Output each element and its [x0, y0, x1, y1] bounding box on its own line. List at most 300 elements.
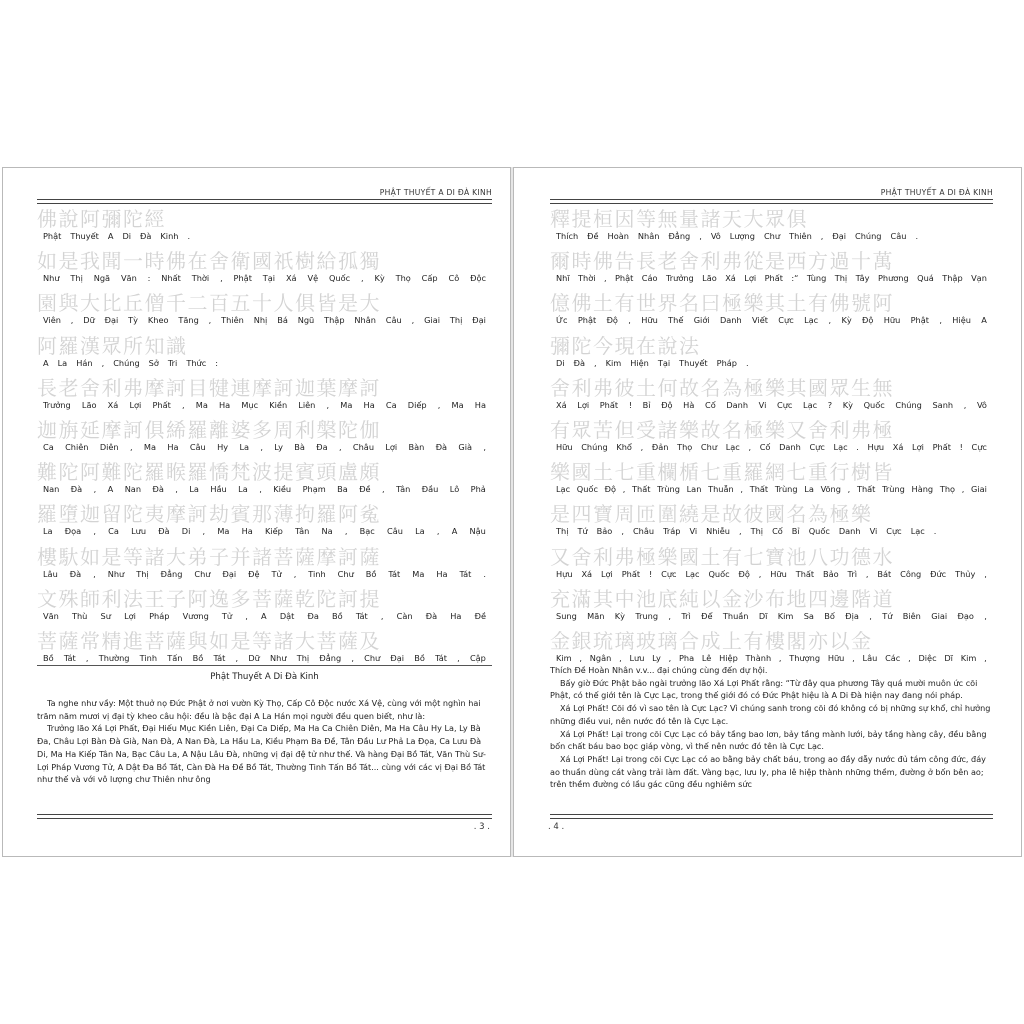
transliteration-word: , [220, 273, 223, 284]
transliteration-word: Sư [100, 610, 111, 621]
transliteration-word: Các [885, 653, 901, 663]
transliteration-word: Ngã [93, 273, 111, 284]
transliteration-word: Đệ [248, 568, 260, 579]
transliteration-word: Nậu [469, 526, 486, 537]
transliteration-word: Ma [195, 399, 208, 410]
transliteration-line [556, 611, 987, 621]
transliteration-line [556, 526, 987, 536]
transliteration-word: La [804, 484, 814, 495]
transliteration-word: Tráp [663, 526, 681, 537]
transliteration-word: Liên [298, 399, 316, 410]
transliteration-word: Mãn [587, 610, 605, 621]
transliteration-word: Diên [99, 442, 119, 452]
transliteration-word: Na [321, 526, 333, 537]
transliteration-word: Chúng [113, 357, 140, 368]
transliteration-word: Chư [337, 568, 354, 579]
transliteration-word: Tát [355, 610, 368, 621]
transliteration-word: , [748, 442, 752, 452]
transliteration-word: , [622, 484, 626, 495]
transliteration-word: Đề [587, 231, 599, 241]
transliteration-word: Lợi [744, 273, 757, 284]
transliteration-word: . [915, 231, 919, 241]
transliteration-line [43, 273, 486, 283]
transliteration-word: A [107, 484, 114, 495]
transliteration-word: Ha [363, 399, 375, 410]
transliteration-word: , [820, 231, 824, 241]
transliteration-word: Nhiễu [706, 526, 730, 537]
transliteration-word: La [239, 442, 250, 452]
transliteration-word: A [261, 610, 267, 621]
transliteration-word: Chư [364, 653, 381, 663]
transliteration-word: Tinh [308, 568, 326, 579]
transliteration-word: Lạc [685, 568, 700, 579]
transliteration-word: Chư [194, 568, 211, 579]
transliteration-word: Lạc [725, 442, 740, 452]
page-number: . 3 . [473, 822, 490, 832]
transliteration-word: , [628, 315, 631, 326]
transliteration-word: Thượng [789, 653, 821, 663]
transliteration-word: , [344, 526, 348, 537]
transliteration-word: , [101, 357, 105, 368]
transliteration-word: Dữ [248, 653, 260, 663]
transliteration-word: Thọ [677, 442, 693, 452]
transliteration-word: , [93, 526, 96, 537]
transliteration-word: Khổ [616, 442, 632, 452]
transliteration-word: Tử [221, 610, 233, 621]
transliteration-word: Địa [845, 610, 859, 621]
transliteration-word: Dĩ [944, 653, 953, 663]
hanzi-line: 億佛土有世界名曰極樂其土有佛號阿 [550, 292, 894, 315]
transliteration-word: Đa [307, 610, 319, 621]
transliteration-word: , [640, 442, 644, 452]
transliteration-word: Xá [581, 568, 593, 579]
transliteration-word: Bạc [359, 526, 375, 537]
transliteration-word: Thập [324, 315, 345, 326]
transliteration-word: Cực [886, 526, 902, 537]
transliteration-word: , [175, 484, 178, 495]
transliteration-word: Vi [758, 399, 767, 410]
transliteration-line [556, 442, 987, 452]
transliteration-word: Độ [862, 315, 874, 326]
transliteration-word: Đà [573, 357, 585, 368]
transliteration-word: Phật [615, 273, 634, 284]
transliteration-word: Ly [274, 442, 283, 452]
transliteration-word: Trung [635, 610, 659, 621]
transliteration-word: Đẳng [160, 568, 183, 579]
transliteration-word: Lợi [600, 568, 613, 579]
transliteration-word: , [361, 273, 364, 284]
transliteration-line [43, 231, 486, 241]
transliteration-word: , [852, 653, 855, 663]
transliteration-word: Giới [693, 315, 710, 326]
transliteration-line [556, 315, 987, 325]
transliteration-word: Tử [271, 568, 282, 579]
transliteration-word: Kiều [273, 484, 292, 495]
transliteration-word: Sanh [932, 399, 954, 410]
transliteration-word: Thời [191, 273, 210, 284]
transliteration-word: Xá [285, 273, 297, 284]
transliteration-word: Vô [710, 231, 721, 241]
transliteration-word: , [208, 315, 212, 326]
hanzi-line: 金銀琉璃玻璃合成上有樓閣亦以金 [550, 630, 873, 652]
transliteration-word: ! [959, 442, 963, 452]
transliteration-word: Bỉ [791, 526, 800, 537]
transliteration-word: . [483, 568, 486, 579]
transliteration-word: Tát [435, 653, 447, 663]
transliteration-word: Quốc [808, 526, 830, 537]
transliteration-word: A [451, 526, 458, 537]
transliteration-word: Chúng [855, 231, 882, 241]
transliteration-word: Chiên [65, 442, 89, 452]
hanzi-line: 釋提桓因等無量諸天大眾俱 [550, 208, 808, 230]
prose-paragraph: Thích Đề Hoàn Nhân v.v... đại chúng cùng đến dự hội. [550, 665, 768, 675]
transliteration-word: Đà [69, 568, 82, 579]
transliteration-word: Tại [657, 357, 671, 368]
transliteration-word: Ha [167, 442, 179, 452]
hanzi-line: 羅墮迦留陀夷摩訶劫賓那薄拘羅阿㝹 [37, 503, 381, 526]
transliteration-word: Thuyết [679, 357, 708, 368]
transliteration-word: Vạn [971, 273, 987, 284]
transliteration-word: Giai [971, 484, 987, 495]
transliteration-word: Dữ [83, 315, 95, 326]
transliteration-line [43, 611, 486, 621]
transliteration-word: Pháp [149, 610, 170, 621]
transliteration-word: , [740, 484, 743, 495]
hanzi-line: 爾時佛告長老舍利弗從是西方過十萬 [550, 250, 894, 273]
transliteration-word: Thất [749, 484, 769, 495]
hanzi-line: 難陀阿難陀羅睺羅憍梵波提賓頭盧頗 [37, 461, 381, 484]
transliteration-word: , [351, 653, 354, 663]
transliteration-word: Thức [186, 357, 207, 368]
transliteration-word: Văn [43, 610, 59, 621]
transliteration-word: , [778, 653, 782, 663]
transliteration-word: Lạc [804, 315, 819, 326]
transliteration-word: , [984, 653, 987, 663]
transliteration-word: Thị [70, 273, 83, 284]
transliteration-word: Phật [233, 273, 252, 284]
transliteration-word: Xá [107, 399, 119, 410]
transliteration-word: , [260, 442, 263, 452]
transliteration-line [556, 358, 987, 368]
transliteration-word: Ngân [589, 653, 612, 663]
hanzi-line: 樂國土七重欄楯七重羅網七重行樹皆 [550, 461, 894, 484]
transliteration-word: Hà [683, 399, 695, 410]
transliteration-word: Phạm [302, 484, 326, 495]
transliteration-word: , [939, 315, 942, 326]
transliteration-line [556, 653, 987, 663]
transliteration-word: La [189, 484, 199, 495]
transliteration-word: , [984, 568, 987, 579]
transliteration-word: , [847, 484, 851, 495]
transliteration-word: , [129, 442, 133, 452]
transliteration-word: Chúng [895, 399, 922, 410]
transliteration-word: , [579, 653, 582, 663]
transliteration-word: Ma [143, 442, 156, 452]
transliteration-word: Thất [632, 484, 651, 495]
transliteration-line [43, 653, 486, 663]
footer-rule [37, 814, 492, 819]
transliteration-word: Nhĩ [556, 273, 570, 284]
transliteration-word: Trùng [657, 484, 680, 495]
transliteration-word: Mục [241, 399, 259, 410]
transliteration-word: Thích [556, 231, 579, 241]
hanzi-line: 又舍利弗極樂國土有七寶池八功德水 [550, 545, 894, 568]
transliteration-word: Cực [661, 568, 677, 579]
transliteration-word: Cực [778, 315, 794, 326]
transliteration-word: Đẳng [668, 231, 691, 241]
transliteration-word: Lê [701, 653, 712, 663]
transliteration-word: Tát [459, 568, 472, 579]
transliteration-word: Cấp [421, 273, 438, 284]
transliteration-word: Lô [449, 484, 460, 495]
transliteration-word: Thọ [939, 484, 956, 495]
transliteration-word: Cố [772, 526, 783, 537]
transliteration-word: Ma [217, 526, 230, 537]
transliteration-word: Phất [764, 273, 783, 284]
transliteration-word: Phất [621, 568, 641, 579]
transliteration-word: , [603, 273, 607, 284]
transliteration-word: Tứ [577, 526, 588, 537]
transliteration-word: Thủy [955, 568, 976, 579]
transliteration-line [556, 484, 987, 494]
transliteration-word: Thuẫn [708, 484, 734, 495]
transliteration-word: Để [701, 610, 713, 621]
transliteration-word: Thuyết [70, 231, 99, 241]
transliteration-word: Đại [390, 653, 405, 663]
transliteration-word: Thất [795, 568, 815, 579]
transliteration-word: Càn [396, 610, 413, 621]
transliteration-word: Tỳ [128, 315, 139, 326]
transliteration-word: , [619, 653, 622, 663]
transliteration-word: Cô [448, 273, 460, 284]
transliteration-word: Như [270, 653, 287, 663]
transliteration-word: Đầu [421, 484, 439, 495]
transliteration-word: Hựu [556, 568, 573, 579]
transliteration-word: Hiệu [952, 315, 971, 326]
transliteration-word: Danh [838, 526, 861, 537]
transliteration-word: Đản [651, 442, 669, 452]
transliteration-word: , [483, 442, 486, 452]
transliteration-word: A [981, 315, 987, 326]
hanzi-line: 菩薩常精進菩薩與如是等諸大菩薩及 [37, 630, 381, 652]
transliteration-word: Hầu [210, 484, 227, 495]
transliteration-word: Châu [352, 442, 375, 452]
transliteration-word: Đại [222, 568, 237, 579]
transliteration-word: Lão [81, 399, 97, 410]
footer-rule [550, 814, 993, 819]
transliteration-word: Tát [63, 653, 76, 663]
transliteration-word: Quốc [576, 484, 598, 495]
transliteration-word: Đà [435, 442, 448, 452]
transliteration-word: Hữu [827, 653, 845, 663]
transliteration-word: Phất [932, 442, 951, 452]
transliteration-word: Danh [779, 442, 801, 452]
transliteration-word: Như [107, 568, 125, 579]
transliteration-line [43, 526, 486, 536]
transliteration-word: , [85, 653, 89, 663]
transliteration-word: Hoàn [607, 231, 629, 241]
transliteration-word: Ma [451, 399, 464, 410]
transliteration-word: . [933, 526, 937, 537]
transliteration-word: , [961, 484, 965, 495]
hanzi-line: 如是我聞一時佛在舍衛國祇樹給孤獨 [37, 250, 381, 273]
transliteration-word: Hữu [883, 315, 901, 326]
hanzi-line: 充滿其中池底純以金沙布地四邊階道 [550, 587, 894, 610]
hanzi-line: 舍利弗彼土何故名為極樂其國眾生無 [550, 376, 894, 399]
transliteration-word: Độc [470, 273, 486, 284]
transliteration-word: , [259, 484, 262, 495]
transliteration-word: Phật [910, 315, 929, 326]
transliteration-word: Thế [668, 315, 684, 326]
transliteration-word: Bỉ [642, 399, 651, 410]
transliteration-word: Kim [777, 610, 794, 621]
hanzi-line: 迦旃延摩訶俱絺羅離婆多周利槃陀伽 [37, 419, 381, 441]
prose-paragraph: Xá Lợi Phất! Lại trong cõi Cực Lạc có ao bằng bảy chất báu, trong ao đầy dẫy nước đủ tám công đức, đáy ao thuần dùng cát vàng trải làm đất. Vàng bạc, lưu ly, pha lê hiệp thành những thềm, đường ở bốn bên ao; trên thềm đường có lầu gác cũng đều nghiêm sức [550, 753, 986, 790]
transliteration-word: Biên [902, 610, 921, 621]
transliteration-word: Quá [917, 273, 934, 284]
transliteration-word: Đại [832, 231, 847, 241]
transliteration-word: Bồ [43, 653, 54, 663]
transliteration-word: , [245, 610, 248, 621]
transliteration-word: Nhất [161, 273, 181, 284]
transliteration-word: Lạc [833, 442, 848, 452]
transliteration-word: Lợi [385, 442, 398, 452]
hanzi-line: 有眾苦但受諸樂故名極樂又舍利弗極 [550, 419, 894, 441]
transliteration-word: Ba [337, 484, 348, 495]
transliteration-word: Bàn [408, 442, 425, 452]
transliteration-word: La [57, 357, 68, 368]
transliteration-word: , [181, 399, 185, 410]
transliteration-word: Hàng [911, 484, 934, 495]
transliteration-word: Ca [108, 526, 119, 537]
transliteration-line [43, 569, 486, 579]
transliteration-word: Hữu [641, 315, 658, 326]
transliteration-word: Bố [824, 610, 835, 621]
transliteration-word: Dật [279, 610, 295, 621]
transliteration-word: Thị [750, 526, 764, 537]
transliteration-word: Vương [182, 610, 209, 621]
transliteration-word: Trì [847, 568, 857, 579]
transliteration-word: , [828, 315, 832, 326]
transliteration-word: Thành [745, 653, 772, 663]
transliteration-word: Đà [140, 231, 152, 241]
transliteration-line [43, 484, 486, 494]
transliteration-word: , [293, 568, 297, 579]
transliteration-word: Cố [704, 399, 716, 410]
transliteration-word: Xá [892, 442, 904, 452]
transliteration-word: Lạc [910, 526, 925, 537]
transliteration-word: Pháp [716, 357, 737, 368]
transliteration-word: Độ [661, 399, 673, 410]
transliteration-word: Bồ [365, 568, 377, 579]
transliteration-word: Đọa [64, 526, 82, 537]
transliteration-word: Tri [167, 357, 178, 368]
transliteration-word: Dĩ [758, 610, 768, 621]
transliteration-word: Lượng [729, 231, 755, 241]
prose-paragraph: Xá Lợi Phất! Cõi đó vì sao tên là Cực Lạc? Vì chúng sanh trong cõi đó không có bị những sự khổ, chỉ hưởng những điều vui, nên nước đó tên là Cực Lạc. [550, 703, 991, 726]
transliteration-word: Vệ [307, 273, 319, 284]
prose-paragraph: Ta nghe như vầy: Một thuở nọ Đức Phật ở nơi vườn Kỳ Thọ, Cấp Cô Độc nước Xá Vệ, cùng với một nghìn hai trăm năm mươi vị đại tỳ kheo câu hội: đều là bậc đại A La Hán mọi người đều quen biết, như là: [37, 698, 481, 721]
transliteration-word: Cập [469, 653, 486, 663]
transliteration-word: Nhân [354, 315, 376, 326]
transliteration-word: Kỳ [841, 315, 852, 326]
transliteration-word: Lâu [43, 568, 58, 579]
transliteration-word: Quốc [328, 273, 351, 284]
header-rule [37, 199, 492, 204]
transliteration-word: Kim [556, 653, 572, 663]
transliteration-word: , [457, 653, 460, 663]
transliteration-word: Đà [425, 610, 438, 621]
transliteration-word: Nan [43, 484, 60, 495]
transliteration-word: Tinh [139, 653, 158, 663]
transliteration-word: Thọ [395, 273, 411, 284]
translation-text [550, 664, 996, 791]
transliteration-word: Viên [43, 315, 61, 326]
transliteration-word: Ly [652, 653, 661, 663]
transliteration-word: Phật [43, 231, 62, 241]
transliteration-word: Sung [556, 610, 577, 621]
transliteration-word: . [746, 357, 749, 368]
translation-text [37, 697, 493, 786]
transliteration-word: , [593, 357, 597, 368]
transliteration-word: Câu [189, 442, 206, 452]
transliteration-word: Đại [104, 315, 119, 326]
transliteration-word: Bát [877, 568, 892, 579]
right-page [513, 167, 1022, 857]
transliteration-word: Thiên [221, 315, 244, 326]
hanzi-line: 彌陀今現在說法 [550, 334, 701, 357]
transliteration-word: Nhị [253, 315, 268, 326]
transliteration-word: Quốc [708, 568, 730, 579]
transliteration-word: Cực [971, 442, 987, 452]
hanzi-line: 是四寶周匝圍繞是故彼國名為極樂 [550, 503, 873, 526]
transliteration-word: : [215, 357, 218, 368]
transliteration-word: Vô [976, 399, 987, 410]
transliteration-word: Đề [474, 610, 486, 621]
prose-paragraph: Xá Lợi Phất! Lại trong cõi Cực Lạc có bảy tầng bao lơn, bảy tầng mành lưới, bảy tầng hàng cây, đều bằng bốn chất báu bao bọc giáp vòng, vì thế nên nước đó tên là Cực Lạc. [550, 728, 987, 752]
prose-paragraph: Trưởng lão Xá Lợi Phất, Đại Hiếu Mục Kiền Liên, Đại Ca Diếp, Ma Ha Ca Chiên Diên, Ma Ha Câu Hy La, Ly Bà Đa, Châu Lợi Bàn Đà Già, Nan Đà, A Nan Đà, La Hầu La, Kiều Phạm Ba Đề, Tân Đầu Lư Phả La Đọa, Ca Lưu Đà Di, Ma Ha Kiếp Tân Na, Bạc Câu La, A Nậu Lâu Đà, những vị đại đệ tử như thế. Và hàng Đại Bồ Tát, Văn Thù Sư-Lợi Pháp Vương Tử, A Dật Đa Bồ Tát, Càn Đà Ha Đề Bồ Tát, Thường Tinh Tấn Bồ Tát... cùng với các vị Đại Bồ Tát như thế và với vô lượng chư Thiên như ông [37, 723, 486, 785]
transliteration-word: , [93, 568, 96, 579]
transliteration-word: , [621, 526, 624, 537]
transliteration-word: Ma [412, 568, 425, 579]
transliteration-word: Trưởng [43, 399, 71, 410]
transliteration-word: Lợi [124, 610, 136, 621]
transliteration-word: Xá [556, 399, 567, 410]
transliteration-word: Tấn [167, 653, 183, 663]
transliteration-word: Đà [158, 526, 170, 537]
transliteration-word: Trùng [774, 484, 798, 495]
transliteration-word: A [43, 357, 49, 368]
transliteration-word: , [869, 610, 872, 621]
transliteration-word: Sa [803, 610, 814, 621]
transliteration-word: Quốc [863, 399, 885, 410]
transliteration-word: Lạc [556, 484, 571, 495]
transliteration-word: Ma [340, 399, 353, 410]
transliteration-word: Độ [738, 568, 750, 579]
transliteration-word: , [235, 653, 239, 663]
transliteration-word: Châu [632, 526, 655, 537]
transliteration-word: , [738, 526, 742, 537]
transliteration-word: , [202, 526, 206, 537]
transliteration-word: Bảo [596, 526, 613, 537]
transliteration-word: Ha [241, 526, 253, 537]
transliteration-line [556, 273, 987, 283]
page-number: . 4 . [548, 822, 565, 832]
transliteration-word: , [963, 399, 967, 410]
transliteration-word: Già [458, 442, 473, 452]
transliteration-word: Kim [960, 653, 977, 663]
transliteration-word: Di [122, 231, 132, 241]
